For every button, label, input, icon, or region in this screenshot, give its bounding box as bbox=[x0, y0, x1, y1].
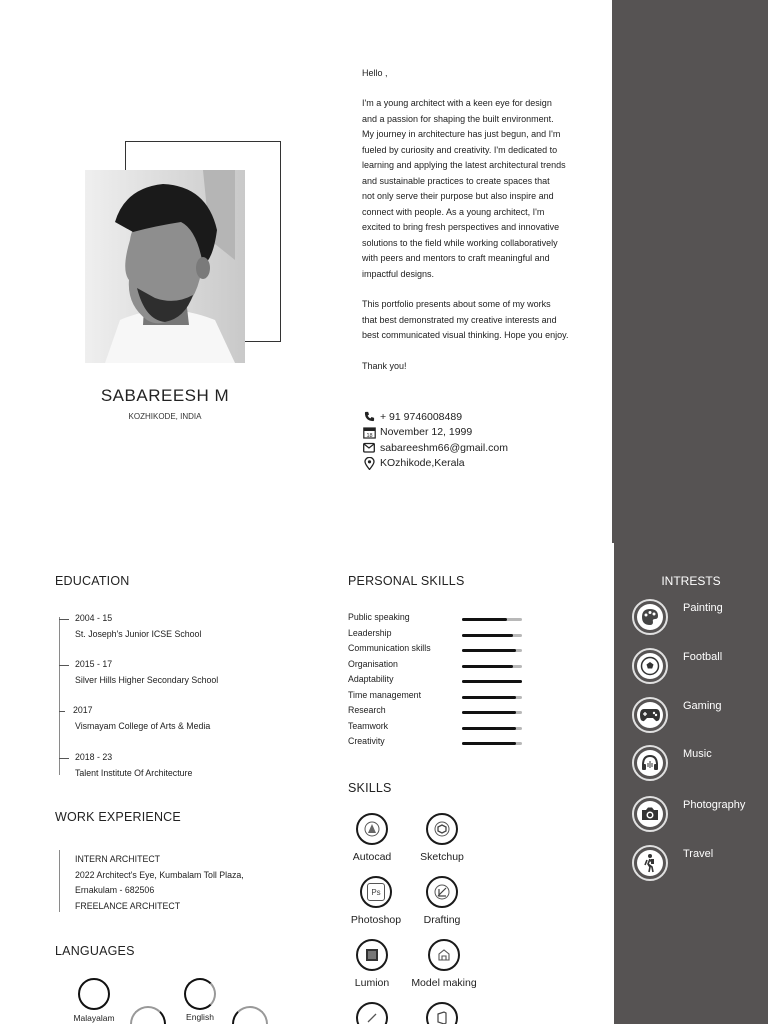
email-icon bbox=[362, 441, 376, 454]
skill-level-bar bbox=[462, 634, 522, 637]
phone-icon bbox=[362, 410, 376, 423]
skill-level-bar bbox=[462, 711, 522, 714]
contact-phone[interactable]: + 91 9746008489 bbox=[362, 409, 592, 425]
skill-level-fill bbox=[462, 665, 513, 668]
contact-birthday: 18 November 12, 1999 bbox=[362, 425, 592, 441]
personal-skill-label: Adaptability bbox=[348, 674, 394, 684]
contact-address: KOzhikode,Kerala bbox=[362, 456, 592, 472]
personal-skill-row bbox=[348, 659, 528, 675]
interest-gaming: Gaming bbox=[632, 697, 762, 735]
personal-skill-row bbox=[348, 736, 528, 752]
camera-icon bbox=[632, 796, 668, 832]
sidebar-top-panel bbox=[612, 0, 768, 543]
contact-email[interactable]: sabareeshm66@gmail.com bbox=[362, 440, 592, 456]
skill-partial bbox=[356, 1002, 388, 1024]
interests-title: INTRESTS bbox=[661, 574, 721, 588]
skill-level-bar bbox=[462, 680, 522, 683]
skill-level-fill bbox=[462, 618, 507, 621]
gamepad-icon bbox=[632, 697, 668, 733]
skill-level-fill bbox=[462, 649, 516, 652]
photoshop-icon: Ps bbox=[360, 876, 392, 908]
intro-thanks: Thank you! bbox=[362, 361, 407, 371]
personal-skill-row bbox=[348, 705, 528, 721]
personal-skills-title: PERSONAL SKILLS bbox=[348, 574, 465, 588]
skill-drafting: Drafting bbox=[414, 876, 470, 926]
skill-level-bar bbox=[462, 649, 522, 652]
skill-level-bar bbox=[462, 665, 522, 668]
intro-greeting: Hello , bbox=[362, 68, 388, 78]
education-title: EDUCATION bbox=[55, 574, 130, 588]
interest-travel: Travel bbox=[632, 845, 762, 883]
person-location: KOZHIKODE, INDIA bbox=[128, 412, 202, 421]
intro-paragraph-2: This portfolio presents about some of my works that best demonstrated my creative interests and best communicated visual thinking. Hope you enjoy. bbox=[362, 299, 569, 340]
skill-level-fill bbox=[462, 711, 516, 714]
personal-skill-row bbox=[348, 721, 528, 737]
profile-photo bbox=[85, 170, 245, 363]
palette-icon bbox=[632, 599, 668, 635]
personal-skill-label: Research bbox=[348, 705, 386, 715]
skill-level-bar bbox=[462, 618, 522, 621]
headphones-icon bbox=[632, 745, 668, 781]
language-malayalam: Malayalam bbox=[62, 978, 126, 1023]
skill-partial bbox=[426, 1002, 458, 1024]
work-experience-details: INTERN ARCHITECT 2022 Architect's Eye, Kumbalam Toll Plaza, Ernakulam - 682506 FREELANCE ARCHITECT bbox=[75, 854, 244, 911]
sketchup-icon bbox=[426, 813, 458, 845]
skill-level-bar bbox=[462, 696, 522, 699]
personal-skill-row bbox=[348, 674, 528, 690]
interest-football: Football bbox=[632, 648, 762, 686]
personal-skill-row bbox=[348, 643, 528, 659]
intro-paragraph-1: I'm a young architect with a keen eye for design and a passion for shaping the built environment. My journey in architecture has just begun, and I'm fueled by curiosity and creativity. I'm dedicated to learning and applying the latest architectural trends and sustainable practices to create spaces that not only serve their purpose but also inspire and connect with people. As a young architect, I'm excited to bring fresh perspectives and innovative solutions to the field while working collaboratively with peers and mentors to craft meaningful and impactful designs. bbox=[362, 98, 566, 279]
personal-skill-label: Leadership bbox=[348, 627, 392, 638]
pen-icon bbox=[356, 1002, 388, 1024]
interest-music: Music bbox=[632, 745, 762, 783]
personal-skill-label: Organisation bbox=[348, 658, 398, 669]
lumion-icon bbox=[356, 939, 388, 971]
personal-skill-label: Communication skills bbox=[348, 643, 431, 653]
skill-level-bar bbox=[462, 727, 522, 730]
office-icon bbox=[426, 1002, 458, 1024]
work-experience-title: WORK EXPERIENCE bbox=[55, 810, 181, 824]
contact-list bbox=[362, 409, 592, 471]
skill-level-fill bbox=[462, 634, 513, 637]
skill-level-fill bbox=[462, 727, 516, 730]
skill-level-bar bbox=[462, 742, 522, 745]
language-level-ring bbox=[184, 978, 216, 1010]
work-timeline bbox=[59, 850, 60, 912]
location-pin-icon bbox=[362, 457, 376, 470]
personal-skills-list bbox=[348, 612, 528, 752]
personal-skill-row bbox=[348, 612, 528, 628]
language-level-ring bbox=[78, 978, 110, 1010]
hiker-icon bbox=[632, 845, 668, 881]
skill-sketchup: Sketchup bbox=[410, 813, 474, 863]
autocad-icon bbox=[356, 813, 388, 845]
svg-text:18: 18 bbox=[365, 432, 373, 439]
language-ring-small bbox=[232, 1006, 268, 1024]
skill-model-making: Model making bbox=[402, 939, 486, 989]
interest-photography: Photography bbox=[632, 796, 762, 834]
interest-painting: Painting bbox=[632, 599, 762, 637]
football-icon bbox=[632, 648, 668, 684]
education-timeline bbox=[59, 617, 60, 775]
skill-level-fill bbox=[462, 742, 516, 745]
personal-skill-row bbox=[348, 690, 528, 706]
skill-level-fill bbox=[462, 680, 522, 683]
languages-title: LANGUAGES bbox=[55, 944, 135, 958]
skill-level-fill bbox=[462, 696, 516, 699]
skills-title: SKILLS bbox=[348, 781, 392, 795]
person-name: SABAREESH M bbox=[100, 386, 230, 405]
language-ring-small bbox=[130, 1006, 166, 1024]
personal-skill-label: Teamwork bbox=[348, 720, 389, 731]
skill-autocad: Autocad bbox=[344, 813, 400, 863]
skill-photoshop: Ps Photoshop bbox=[344, 876, 408, 926]
skill-lumion: Lumion bbox=[344, 939, 400, 989]
personal-skill-label: Time management bbox=[348, 689, 422, 700]
drafting-icon bbox=[426, 876, 458, 908]
language-english: English bbox=[172, 978, 228, 1022]
personal-skill-label: Creativity bbox=[348, 736, 385, 746]
personal-skill-label: Public speaking bbox=[348, 612, 410, 622]
calendar-icon bbox=[362, 426, 376, 439]
personal-skill-row bbox=[348, 628, 528, 644]
model-making-icon bbox=[428, 939, 460, 971]
